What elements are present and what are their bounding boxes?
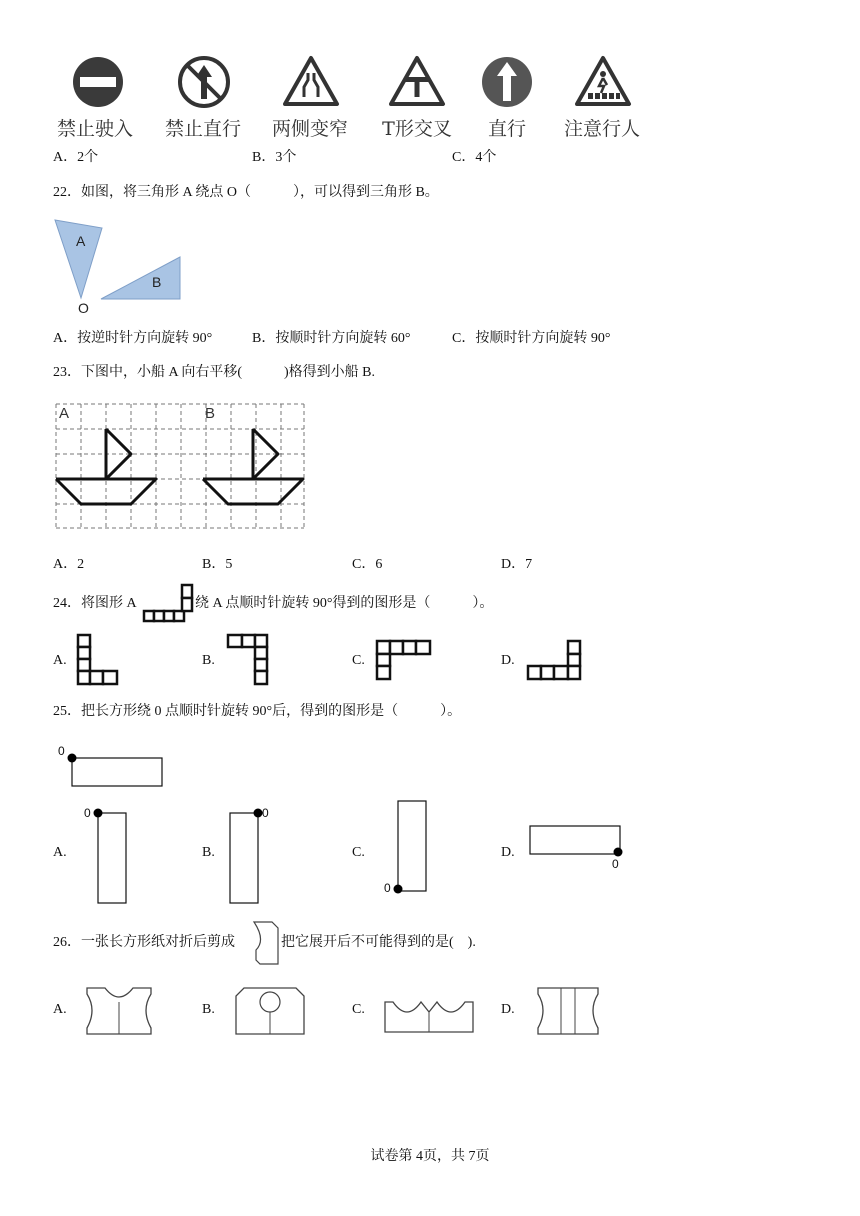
q21-option-a[interactable]: A．2个 — [53, 150, 99, 165]
q25-option-c-rectangle — [397, 800, 427, 892]
q26-option-b-shape — [232, 984, 308, 1038]
boat-a-label: A — [59, 405, 70, 422]
t-junction-sign-icon — [389, 55, 445, 107]
q22-option-c[interactable]: C．按顺时针方向旋转 90° — [452, 331, 611, 346]
q25-option-d[interactable]: D. — [501, 845, 515, 860]
point-0-label: 0 — [58, 744, 65, 758]
q24-question-start: 24．将图形 A — [53, 596, 137, 611]
q26-question-end: 把它展开后不可能得到的是( ). — [281, 935, 476, 950]
q24-option-d[interactable]: D. — [501, 653, 515, 668]
q25-question: 25．把长方形绕 0 点顺时针旋转 90°后，得到的图形是（ ）。 — [53, 704, 462, 719]
q26-option-d[interactable]: D. — [501, 1002, 515, 1017]
q25-option-a[interactable]: A. — [53, 845, 67, 860]
q25-option-b-rectangle — [229, 812, 259, 904]
q21-option-b[interactable]: B．3个 — [252, 150, 297, 165]
q26-option-a[interactable]: A. — [53, 1002, 67, 1017]
q21-option-c[interactable]: C．4个 — [452, 150, 497, 165]
no-entry-sign-icon — [72, 55, 124, 109]
q24-option-a[interactable]: A. — [53, 653, 67, 668]
option-d-point-label: 0 — [612, 857, 619, 871]
q24-option-b-shape — [226, 633, 270, 687]
sign-label: 直行 — [487, 118, 526, 140]
q24-option-c[interactable]: C. — [352, 653, 365, 668]
q24-option-d-shape — [526, 639, 584, 681]
q24-question-end: 绕 A 点顺时针旋转 90°得到的图形是（ ）。 — [195, 596, 494, 611]
q22-option-a[interactable]: A．按逆时针方向旋转 90° — [53, 331, 213, 346]
pedestrian-sign-icon — [575, 55, 631, 107]
boat-b-label: B — [205, 405, 216, 422]
q23-option-b[interactable]: B．5 — [202, 557, 233, 572]
q26-cut-shape — [250, 920, 280, 968]
option-b-point-label: 0 — [262, 806, 269, 820]
point-o-label: O — [78, 300, 89, 316]
sign-label: 两侧变窄 — [271, 118, 348, 140]
q25-option-c[interactable]: C. — [352, 845, 365, 860]
q26-option-a-shape — [83, 984, 155, 1038]
q24-option-b[interactable]: B. — [202, 653, 215, 668]
q23-option-a[interactable]: A．2 — [53, 557, 85, 572]
q24-option-a-shape — [76, 633, 120, 687]
q26-option-d-shape — [534, 984, 602, 1038]
page-footer: 试卷第 4页，共 7页 — [370, 1149, 490, 1164]
q23-option-d[interactable]: D．7 — [501, 557, 533, 572]
no-straight-sign-icon — [178, 55, 230, 109]
q26-option-b[interactable]: B. — [202, 1002, 215, 1017]
q22-option-b[interactable]: B．按顺时针方向旋转 60° — [252, 331, 411, 346]
option-a-point-label: 0 — [84, 806, 91, 820]
road-narrows-sign-icon — [283, 55, 339, 107]
q26-option-c-shape — [381, 990, 477, 1038]
triangle-b-label: B — [152, 274, 162, 290]
sign-label: 禁止直行 — [164, 118, 241, 140]
q25-option-d-rectangle — [529, 825, 621, 855]
sign-label: 注意行人 — [563, 118, 640, 140]
q22-question: 22．如图，将三角形 A 绕点 O（ ），可以得到三角形 B。 — [53, 185, 439, 200]
sign-label: 禁止驶入 — [56, 118, 133, 140]
q26-question-start: 26．一张长方形纸对折后剪成 — [53, 935, 235, 950]
triangle-a-label: A — [76, 233, 86, 249]
sign-label: T形交叉 — [382, 118, 452, 140]
q24-shape-a — [142, 583, 194, 623]
q26-option-c[interactable]: C. — [352, 1002, 365, 1017]
q25-option-b[interactable]: B. — [202, 845, 215, 860]
boat-b — [203, 429, 303, 504]
q23-question: 23．下图中，小船 A 向右平移( )格得到小船 B. — [53, 365, 375, 380]
q25-original-rectangle — [71, 757, 163, 787]
option-c-point-label: 0 — [384, 881, 391, 895]
q25-option-a-rectangle — [97, 812, 127, 904]
q23-option-c[interactable]: C．6 — [352, 557, 383, 572]
q24-option-c-shape — [375, 639, 433, 681]
q23-boat-grid — [55, 403, 305, 529]
straight-ahead-sign-icon — [481, 55, 533, 109]
boat-a — [56, 429, 156, 504]
